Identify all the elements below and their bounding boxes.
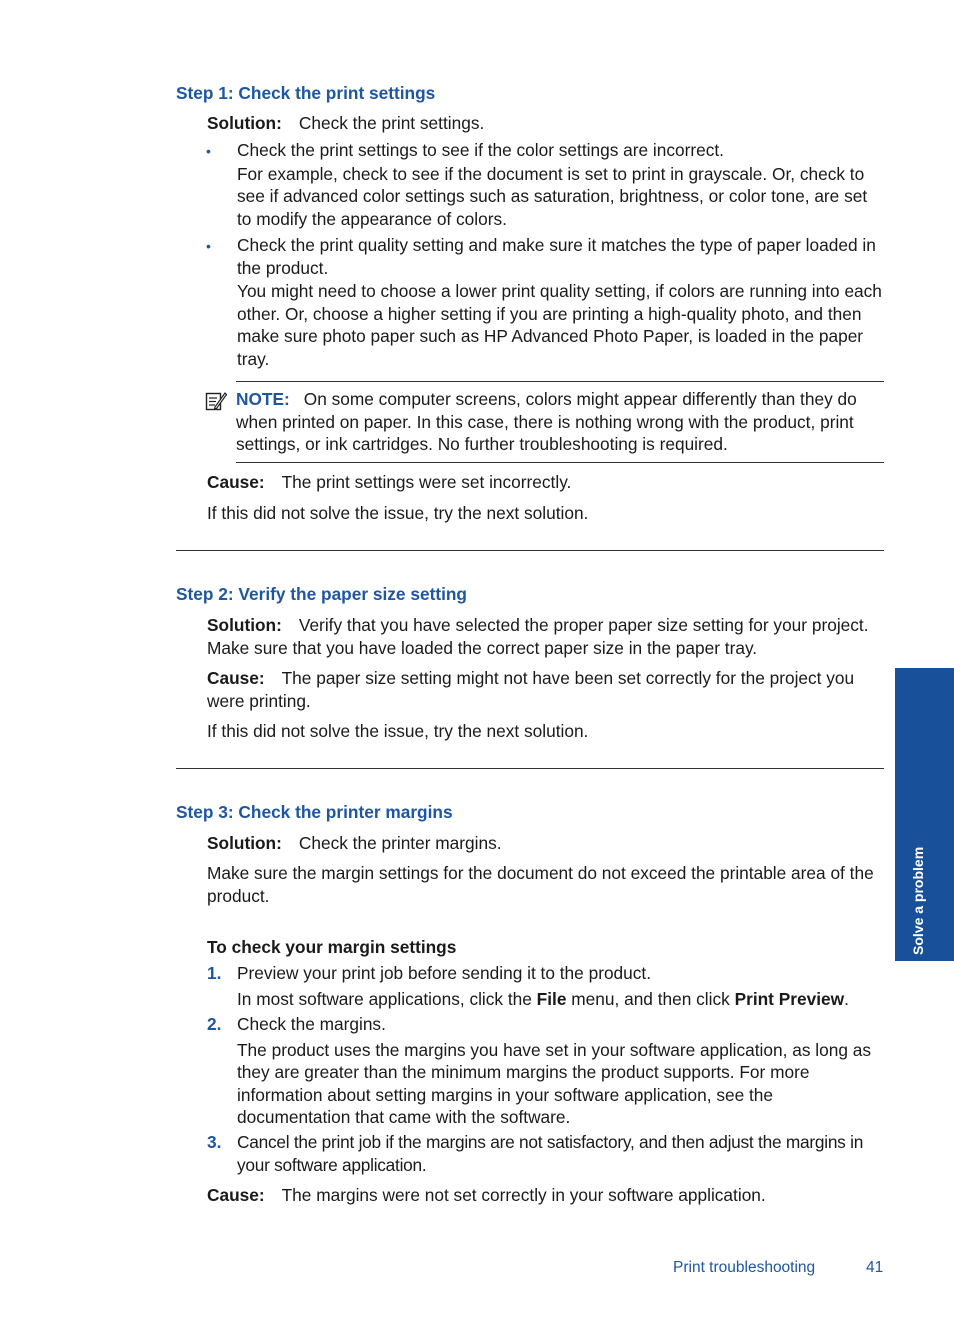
section-divider	[176, 550, 884, 551]
step-line: Preview your print job before sending it to the product.	[237, 963, 652, 983]
solution-label: Solution:	[207, 833, 282, 853]
solution-label: Solution:	[207, 113, 282, 133]
step1-cause	[207, 471, 884, 494]
detail-text: menu, and then click	[566, 988, 735, 1009]
cause-label: Cause:	[207, 1185, 265, 1205]
page-number: 41	[866, 1259, 884, 1276]
note-bottom-rule	[236, 462, 884, 463]
step1-heading: Step 1: Check the print settings	[176, 83, 436, 103]
step1-bullet-2	[237, 234, 884, 370]
bullet-marker: •	[206, 238, 211, 254]
procedure-step-3: Cancel the print job if the margins are not satisfactory, and then adjust the margins in your software application.	[237, 1132, 864, 1175]
step-number: 1.	[207, 963, 222, 983]
step-detail	[237, 988, 884, 1011]
step1-bullet-1	[237, 139, 884, 230]
note-top-rule	[236, 381, 884, 382]
step2-heading: Step 2: Verify the paper size setting	[176, 584, 467, 604]
step1-next: If this did not solve the issue, try the next solution.	[207, 503, 589, 523]
step2-cause	[207, 667, 884, 712]
cause-text: The print settings were set incorrectly.	[281, 472, 572, 492]
step-line: Check the margins.	[237, 1014, 386, 1034]
step3-intro: Make sure the margin settings for the document do not exceed the printable area of the product.	[207, 863, 874, 906]
note-text: On some computer screens, colors might appear differently than they do when printed on paper. In this case, there is nothing wrong with the product, print settings, or ink cartridges. No further troubleshooting is required.	[236, 389, 857, 454]
chapter-tab-label: Solve a problem	[910, 846, 926, 955]
step3-cause	[207, 1184, 884, 1207]
cause-label: Cause:	[207, 668, 265, 688]
procedure-step-1	[237, 962, 884, 1010]
note-label: NOTE:	[236, 389, 290, 409]
bullet-line: Check the print settings to see if the color settings are incorrect.	[237, 140, 724, 160]
note-body	[236, 388, 884, 456]
note-icon	[205, 390, 227, 412]
detail-text: .	[844, 988, 849, 1009]
procedure-title: To check your margin settings	[207, 937, 457, 957]
step-number: 3.	[207, 1132, 222, 1152]
solution-text: Verify that you have selected the proper paper size setting for your project. Make sure that you have loaded the correct paper size in the paper tray.	[207, 615, 869, 658]
cause-text: The paper size setting might not have been set correctly for the project you were printing.	[207, 668, 855, 711]
bullet-detail: For example, check to see if the document is set to print in grayscale. Or, check to see if advanced color settings such as saturation, brightness, or color tone, are set to modify the appearance of colors.	[237, 163, 868, 229]
file-menu-ref: File	[536, 988, 567, 1009]
step-detail: The product uses the margins you have set in your software application, as long as they are greater than the minimum margins the product supports. For more information about setting margins in your software application, see the documentation that came with the software.	[237, 1039, 871, 1127]
step2-solution	[207, 614, 884, 659]
solution-label: Solution:	[207, 615, 282, 635]
bullet-marker: •	[206, 143, 211, 159]
solution-text: Check the print settings.	[298, 113, 485, 133]
detail-text: In most software applications, click the	[237, 988, 537, 1009]
bullet-line: Check the print quality setting and make sure it matches the type of paper loaded in the product.	[237, 235, 876, 278]
step2-next: If this did not solve the issue, try the next solution.	[207, 721, 589, 741]
footer-section: Print troubleshooting	[673, 1259, 816, 1276]
step3-solution	[207, 832, 884, 855]
section-divider	[176, 768, 884, 769]
bullet-detail: You might need to choose a lower print quality setting, if colors are running into each other. Or, choose a higher setting if you are printing a high-quality photo, and then make sure photo paper such as HP Advanced Photo Paper, is loaded in the paper tray.	[237, 281, 882, 369]
solution-text: Check the printer margins.	[298, 833, 502, 853]
cause-text: The margins were not set correctly in your software application.	[281, 1185, 766, 1205]
procedure-step-2	[237, 1013, 884, 1129]
print-preview-ref: Print Preview	[734, 988, 845, 1009]
step1-solution	[207, 112, 884, 135]
cause-label: Cause:	[207, 472, 265, 492]
step3-heading: Step 3: Check the printer margins	[176, 802, 453, 822]
step-number: 2.	[207, 1014, 222, 1034]
